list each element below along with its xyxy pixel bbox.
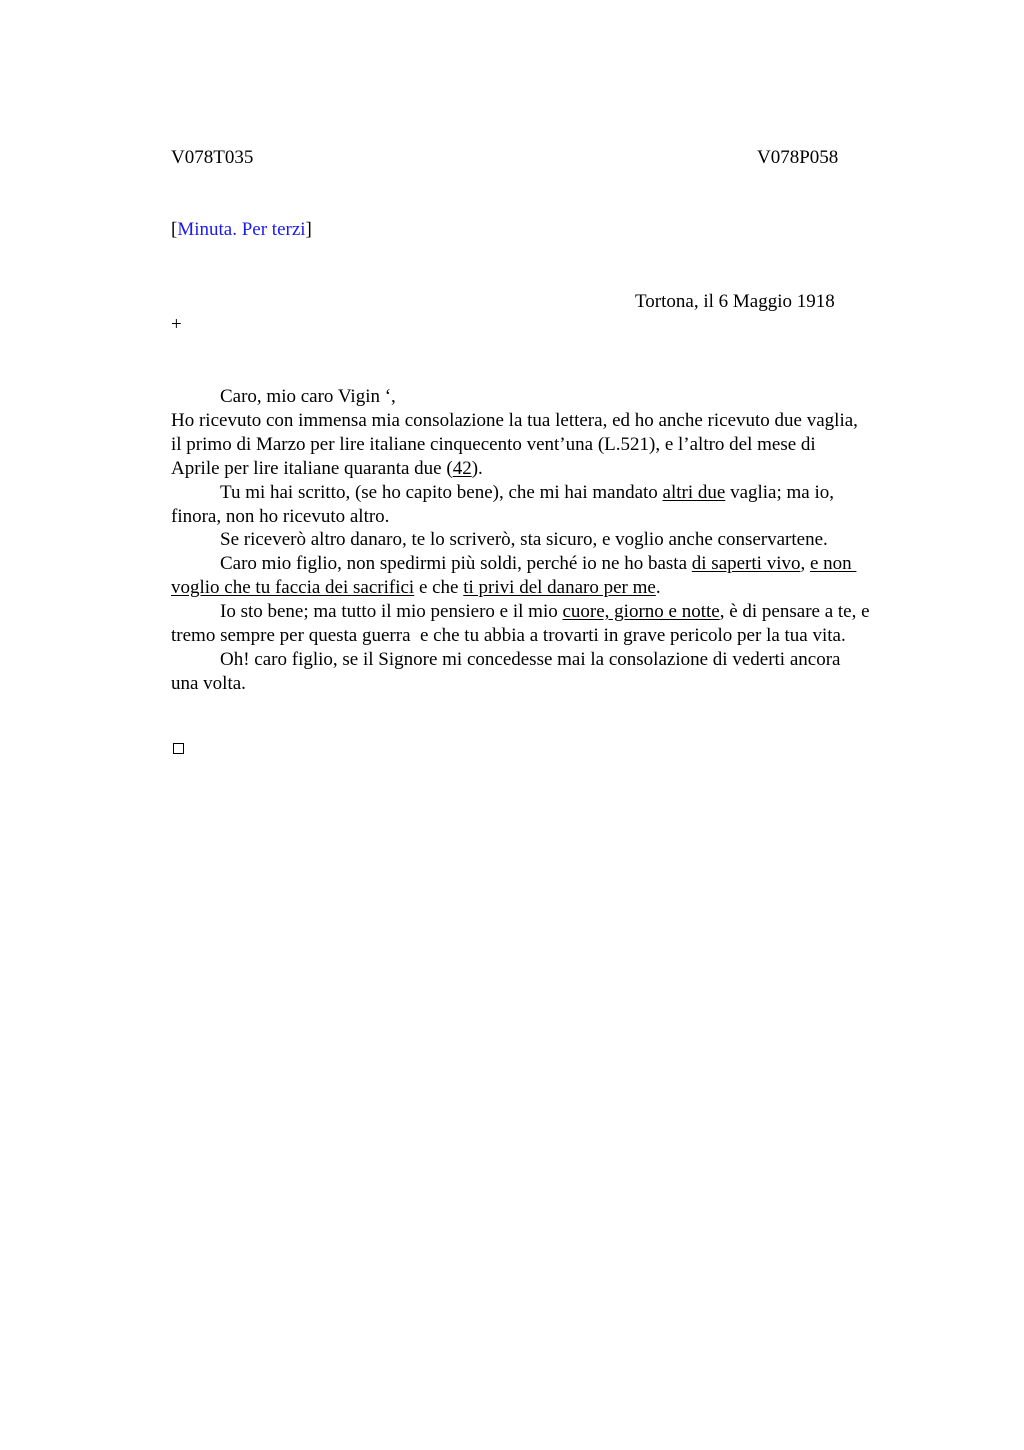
text-segment: Io sto bene; ma tutto il mio pensiero e il mio (220, 601, 563, 622)
text-segment: ). (471, 458, 483, 479)
body-line-12: una volta. (171, 673, 246, 694)
salutation: Caro, mio caro Vigin ‘, (220, 386, 396, 407)
underlined-text: e non (809, 553, 857, 574)
document-code-right: V078P058 (757, 147, 839, 168)
text-segment: vaglia; ma io, (725, 482, 835, 503)
dateline: Tortona, il 6 Maggio 1918 (635, 291, 835, 312)
body-line-4 (220, 481, 834, 505)
note-text: Minuta. Per terzi (177, 219, 306, 240)
underlined-text: di saperti vivo (691, 553, 801, 574)
text-segment: e che (414, 577, 464, 598)
text-segment: . (655, 577, 661, 598)
text-segment: , (800, 553, 810, 574)
body-line-1: Ho ricevuto con immensa mia consolazione la tua lettera, ed ho anche ricevuto due vaglia, (171, 410, 858, 431)
body-line-7 (220, 552, 856, 576)
body-line-8 (171, 576, 661, 600)
text-segment: , è di pensare a te, e (719, 601, 870, 622)
text-segment: Tu mi hai scritto, (se ho capito bene), che mi hai mandato (220, 482, 663, 503)
note-open-bracket: [ (171, 219, 178, 240)
body-line-6: Se riceverò altro danaro, te lo scriverò, sta sicuro, e voglio anche conservartene. (220, 529, 828, 550)
underlined-text: voglio che tu faccia dei sacrifici (171, 577, 415, 598)
end-mark-box-icon (173, 743, 184, 754)
text-segment: Caro mio figlio, non spedirmi più soldi, perché io ne ho basta (220, 553, 692, 574)
underlined-text: altri due (662, 482, 726, 503)
body-line-11: Oh! caro figlio, se il Signore mi concedesse mai la consolazione di vederti ancora (220, 649, 841, 670)
text-segment: Aprile per lire italiane quaranta due ( (171, 458, 453, 479)
body-line-3 (171, 457, 483, 481)
document-code-left: V078T035 (171, 147, 254, 168)
body-line-9 (220, 600, 870, 624)
body-line-5: finora, non ho ricevuto altro. (171, 506, 390, 527)
editorial-note (171, 218, 312, 242)
body-line-10: tremo sempre per questa guerra e che tu abbia a trovarti in grave pericolo per la tua vita. (171, 625, 846, 646)
underlined-text: cuore, giorno e notte (562, 601, 720, 622)
underlined-text: 42 (452, 458, 472, 479)
body-line-2: il primo di Marzo per lire italiane cinquecento vent’una (L.521), e l’altro del mese di (171, 434, 816, 455)
note-close-bracket: ] (305, 219, 312, 240)
cross-mark: + (171, 314, 182, 335)
underlined-text: ti privi del danaro per me (463, 577, 656, 598)
